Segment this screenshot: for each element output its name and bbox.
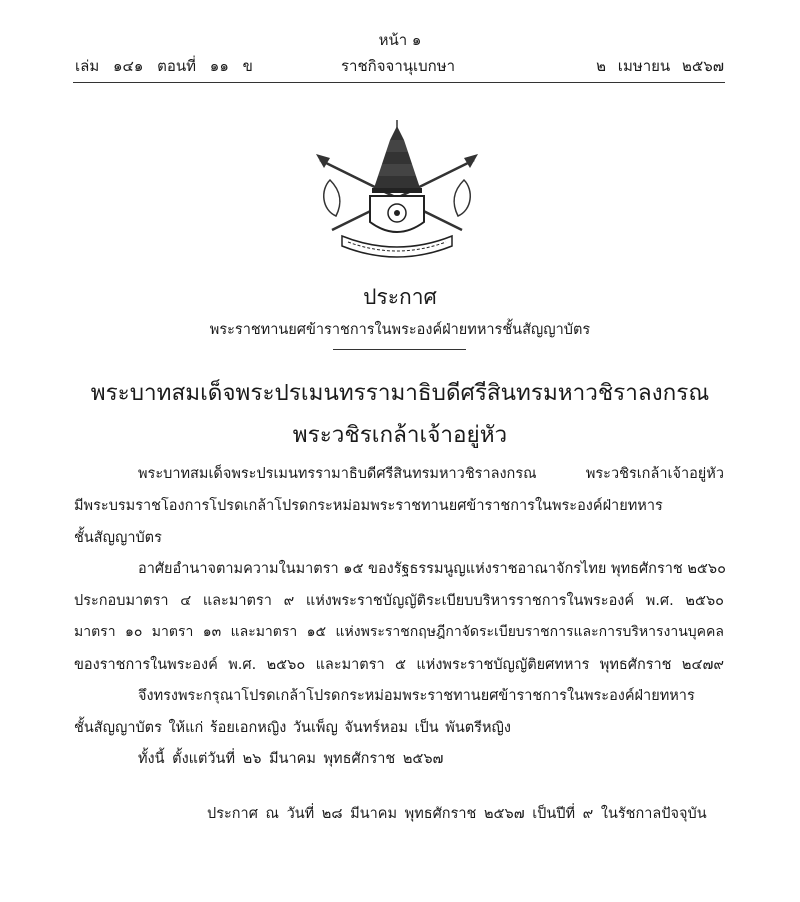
royal-name-line-1: พระบาทสมเด็จพระปรเมนทรรามาธิบดีศรีสินทรมหาวชิราลงกรณ [90,380,710,406]
paragraph-line: จึงทรงพระกรุณาโปรดเกล้าโปรดกระหม่อมพระราชทานยศข้าราชการในพระองค์ฝ่ายทหาร [138,688,695,704]
paragraph-line: ประกอบมาตรา ๔ และมาตรา ๙ แห่งพระราชบัญญัติระเบียบบริหารราชการในพระองค์ พ.ศ. ๒๕๖๐ [74,593,724,609]
paragraph-line: ของราชการในพระองค์ พ.ศ. ๒๕๖๐ และมาตรา ๕ แห่งพระราชบัญญัติยศทหาร พุทธศักราช ๒๔๗๙ [74,657,724,673]
volume-issue: เล่ม ๑๔๑ ตอนที่ ๑๑ ข [75,57,253,75]
royal-emblem-icon [312,118,482,268]
closing-statement: ประกาศ ณ วันที่ ๒๘ มีนาคม พุทธศักราช ๒๕๖๗ เป็นปีที่ ๙ ในรัชกาลปัจจุบัน [207,806,707,822]
paragraph-line: มีพระบรมราชโองการโปรดเกล้าโปรดกระหม่อมพระราชทานยศข้าราชการในพระองค์ฝ่ายทหาร [74,498,663,514]
paragraph-line: มาตรา ๑๐ มาตรา ๑๓ และมาตรา ๑๕ แห่งพระราชกฤษฎีกาจัดระเบียบราชการและการบริหารงานบุคคล [74,624,724,640]
publication-date: ๒ เมษายน ๒๕๖๗ [596,57,724,75]
publication-name: ราชกิจจานุเบกษา [341,57,456,75]
document-title: ประกาศ [363,285,437,309]
paragraph-line: อาศัยอำนาจตามความในมาตรา ๑๕ ของรัฐธรรมนูญแห่งราชอาณาจักรไทย พุทธศักราช ๒๕๖๐ [138,561,726,577]
header-rule [73,82,725,83]
paragraph-line: ทั้งนี้ ตั้งแต่วันที่ ๒๖ มีนาคม พุทธศักราช ๒๕๖๗ [138,751,444,767]
paragraph-line: ชั้นสัญญาบัตร ให้แก่ ร้อยเอกหญิง วันเพ็ญ จันทร์หอม เป็น พันตรีหญิง [74,720,511,736]
page-number: หน้า ๑ [378,31,422,49]
title-divider [333,349,466,350]
paragraph-line: พระบาทสมเด็จพระปรเมนทรรามาธิบดีศรีสินทรมหาวชิราลงกรณ พระวชิรเกล้าเจ้าอยู่หัว [138,466,724,482]
paragraph-line: ชั้นสัญญาบัตร [74,530,162,546]
document-subtitle: พระราชทานยศข้าราชการในพระองค์ฝ่ายทหารชั้นสัญญาบัตร [209,322,591,338]
royal-name-line-2: พระวชิรเกล้าเจ้าอยู่หัว [292,422,508,448]
